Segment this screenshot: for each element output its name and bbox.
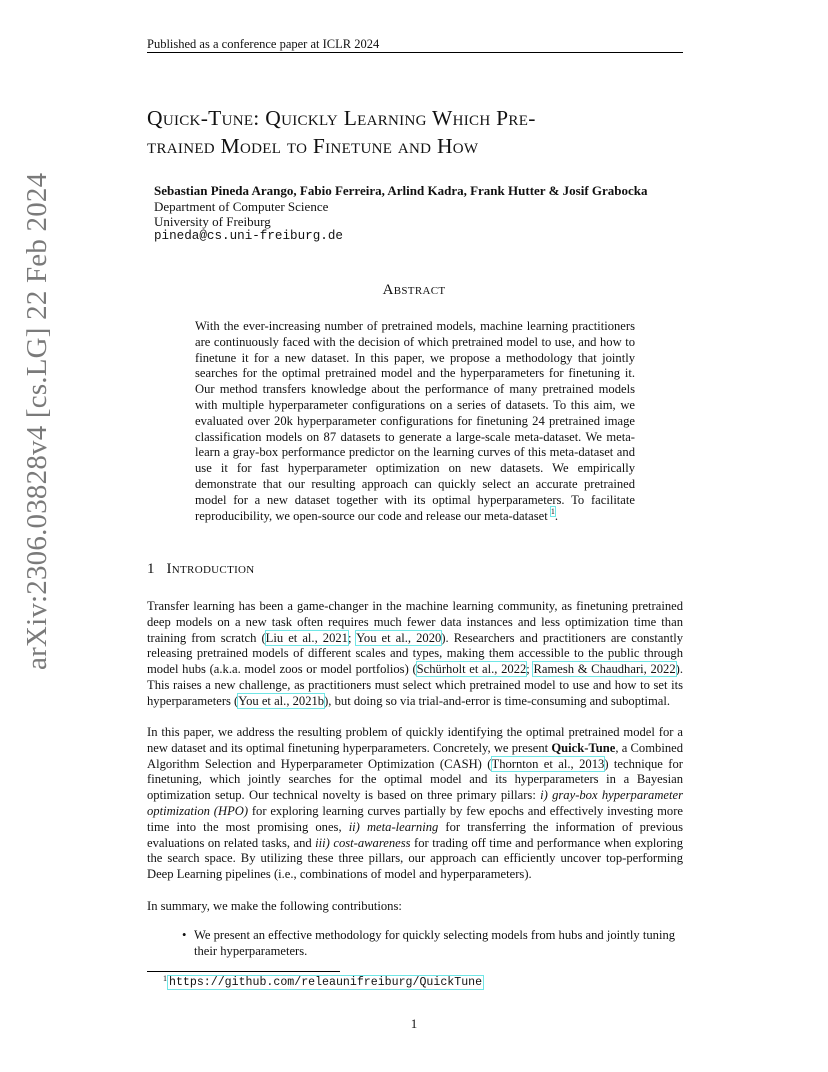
intro-paragraph-1 bbox=[147, 599, 683, 710]
citation-link[interactable]: Schürholt et al., 2022 bbox=[416, 662, 527, 677]
p1-sep: ; bbox=[347, 630, 357, 645]
p1-sep: ; bbox=[526, 662, 534, 677]
paper-title bbox=[147, 104, 707, 160]
university: University of Freiburg bbox=[154, 214, 271, 229]
footnote-rule bbox=[147, 971, 340, 972]
citation-link[interactable]: Ramesh & Chaudhari, 2022 bbox=[533, 662, 676, 677]
p2-text: In this paper, we address the resulting problem of quickly identifying the optimal pretrained model for a new dataset and its optimal finetuning hyperparameters. Concretely, we present bbox=[147, 725, 683, 755]
citation-link[interactable]: You et al., 2021b bbox=[238, 693, 325, 708]
arxiv-identifier: arXiv:2306.03828v4 [cs.LG] 22 Feb 2024 bbox=[21, 172, 53, 670]
footnote-number: 1 bbox=[163, 974, 167, 983]
pillar-1: i) gray-box hyperparameter optimization (HPO) bbox=[147, 788, 684, 818]
section-heading bbox=[147, 561, 255, 578]
citation-link[interactable]: You et al., 2020 bbox=[356, 630, 442, 645]
p1-text: Transfer learning has been a game-changer in the machine learning community, as finetuning pretrained deep models on a new task often requires much fewer data instances and less optimization time than training from scratch ( bbox=[147, 599, 683, 645]
intro-paragraph-2 bbox=[147, 725, 683, 883]
p2-text: for trading off time and performance when exploring the search space. By utilizing these three pillars, our approach can efficiently uncover top-performing Deep Learning pipelines (i.e., combinations of model and hyperparameters). bbox=[147, 835, 683, 882]
citation-link[interactable]: Thornton et al., 2013 bbox=[491, 756, 605, 771]
section-number: 1 bbox=[147, 561, 155, 577]
method-name: Quick-Tune bbox=[551, 740, 616, 755]
p1-text: ). Researchers and practitioners are constantly releasing pretrained models of different scales and types, making them accessible to the public through model hubs (a.k.a. model zoos or model portfolios) ( bbox=[147, 630, 684, 677]
intro-paragraph-3: In summary, we make the following contributions: bbox=[147, 899, 402, 913]
p2-text: for exploring learning curves partially by few epochs and effectively investing more time into the most promising ones, bbox=[147, 803, 683, 834]
pillar-2: ii) meta-learning bbox=[348, 819, 439, 834]
header-rule bbox=[147, 52, 683, 53]
p1-text: ), but doing so via trial-and-error is time-consuming and suboptimal. bbox=[324, 693, 671, 708]
bullet-marker: • bbox=[182, 928, 187, 942]
citation-link[interactable]: Liu et al., 2021 bbox=[265, 630, 348, 645]
author-email: pineda@cs.uni-freiburg.de bbox=[154, 229, 343, 243]
p2-text: ) technique for finetuning, which jointly searches for the optimal model and its hyperparameters in a Bayesian optimization setup. Our technical novelty is based on three primary pillars: bbox=[147, 756, 683, 803]
abstract-end: . bbox=[554, 508, 559, 523]
abstract-body bbox=[195, 319, 635, 524]
contribution-item: We present an effective methodology for quickly selecting models from hubs and jointly tuning their hyperparameters. bbox=[194, 928, 676, 958]
abstract-text: With the ever-increasing number of pretrained models, machine learning practitioners are continuously faced with the decision of which pretrained model to use, and how to finetune it for a new dataset. In this paper, we propose a methodology that jointly searches for the optimal pretrained model and the hyperparameters for finetuning it. Our method transfers knowledge about the performance of many pretrained models with multiple hyperparameter configurations on a series of datasets. To this aim, we evaluated over 20k hyperparameter configurations for finetuning 24 pretrained image classification models on 87 datasets to generate a large-scale meta-dataset. We meta-learn a gray-box performance predictor on the learning curves of this meta-dataset and use it for fast hyperparameter optimization on new datasets. We empirically demonstrate that our resulting approach can quickly select an accurate pretrained model for a new dataset together with its optimal hyperparameters. To facilitate reproducibility, we open-source our code and release our meta-dataset bbox=[195, 319, 635, 523]
author-list: Sebastian Pineda Arango, Fabio Ferreira, Arlind Kadra, Frank Hutter & Josif Grabocka bbox=[154, 183, 648, 198]
title-line-2: trained Model to Finetune and How bbox=[147, 134, 479, 158]
footnote-url[interactable]: https://github.com/releaunifreiburg/QuickTune bbox=[169, 976, 483, 989]
footnote-ref[interactable]: 1 bbox=[550, 507, 555, 517]
section-name: Introduction bbox=[166, 561, 255, 577]
title-line-1: Quick-Tune: Quickly Learning Which Pre- bbox=[147, 106, 536, 130]
p2-text: for transferring the information of previous evaluations on related tasks, and bbox=[147, 819, 683, 850]
abstract-heading: Abstract bbox=[382, 282, 446, 298]
p1-text: ). This raises a new challenge, as practitioners must select which pretrained model to use and how to set its hyperparameters ( bbox=[147, 662, 683, 708]
page-number: 1 bbox=[410, 1016, 418, 1031]
pillar-3: iii) cost-awareness bbox=[315, 835, 411, 850]
p2-text: , a Combined Algorithm Selection and Hyperparameter Optimization (CASH) ( bbox=[147, 740, 684, 771]
running-header: Published as a conference paper at ICLR 2024 bbox=[147, 37, 380, 51]
department: Department of Computer Science bbox=[154, 199, 329, 214]
